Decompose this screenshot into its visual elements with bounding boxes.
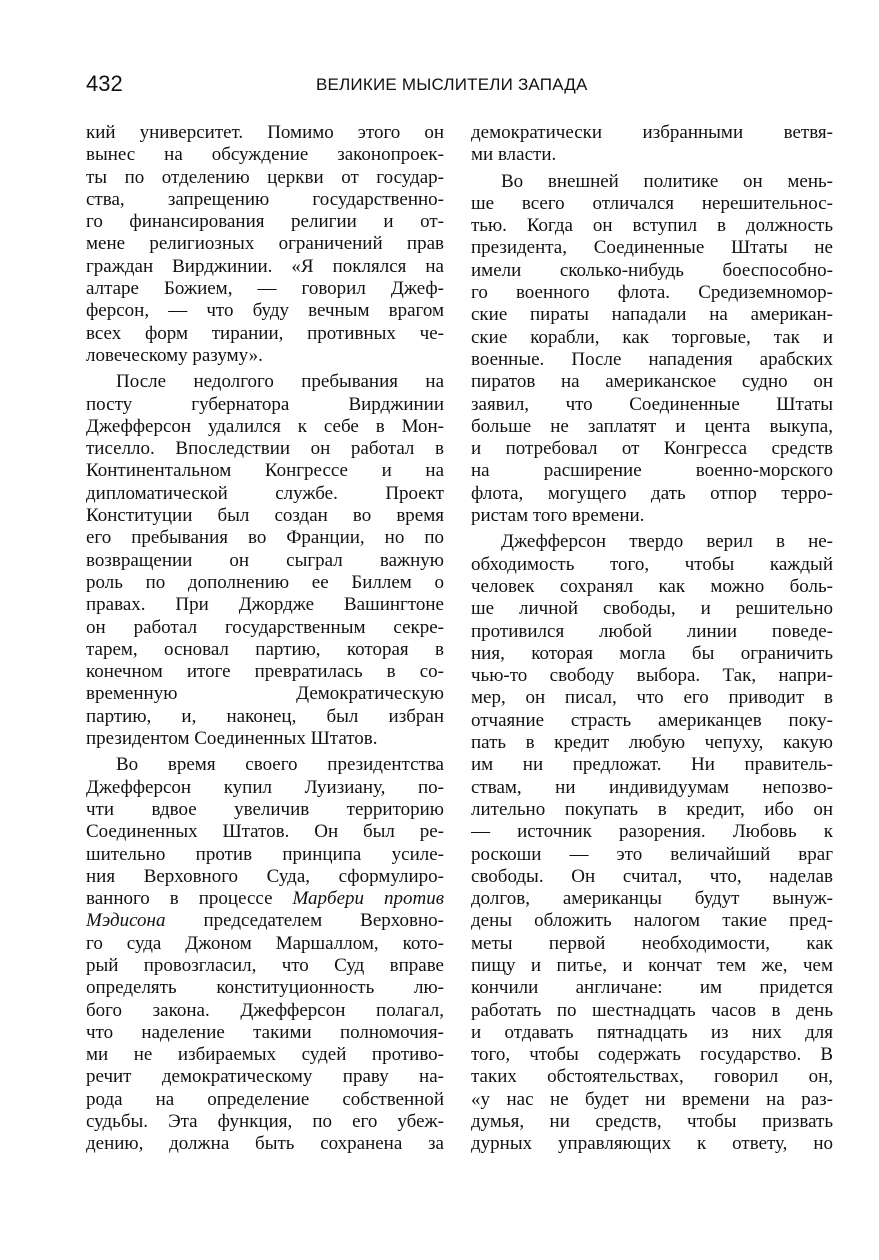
text-line: того, чтобы содержать государство. В: [471, 1044, 833, 1066]
text-line: Континентальном Конгрессе и на: [86, 460, 444, 482]
running-title: ВЕЛИКИЕ МЫСЛИТЕЛИ ЗАПАДА: [316, 75, 588, 94]
text-line: Во внешней политике он мень-: [501, 170, 833, 192]
text-line: судьбы. Эта функция, по его убеж-: [86, 1111, 444, 1133]
text-line: президента, Соединенные Штаты не: [471, 237, 833, 259]
text-line: демократически избранными ветвя-: [471, 122, 833, 143]
text-line: президентом Соединенных Штатов.: [86, 728, 378, 750]
text-line: ния Верховного Суда, сформулиро-: [86, 865, 444, 887]
text-line: ферсон, — что буду вечным врагом: [86, 300, 444, 322]
case-name-italic: Марбери против: [292, 888, 444, 910]
text-line: возвращении он сыграл важную: [86, 549, 444, 571]
text-line: меты первой необходимости, как: [471, 932, 833, 954]
text-line: пать в кредит любую чепуху, какую: [471, 732, 833, 754]
text-line: и отдавать пятнадцать из них для: [471, 1021, 833, 1043]
left-column: [86, 122, 444, 1156]
text-line: роскоши — это величайший враг: [471, 843, 833, 865]
text-line: обходимость того, чтобы каждый: [471, 553, 833, 575]
text-line: мер, он писал, что его приводит в: [471, 687, 833, 709]
text-line: его пребывания во Франции, но по: [86, 527, 444, 549]
text-line: временную Демократическую: [86, 683, 444, 705]
text-line: партию, и, наконец, был избран: [86, 705, 444, 727]
text-line: ские корабли, как торговые, так и: [471, 326, 833, 348]
right-column: [471, 122, 833, 1156]
text-line: конечном итоге превратилась в со-: [86, 661, 444, 683]
text-line: ше всего отличался нерешительнос-: [471, 192, 833, 214]
text-line: противился любой линии поведе-: [471, 620, 833, 642]
text-line: кий университет. Помимо этого он: [86, 122, 444, 143]
text-line: посту губернатора Вирджинии: [86, 393, 444, 415]
text-line: бого закона. Джефферсон полагал,: [86, 999, 444, 1021]
text-line: свободы. Он считал, что, наделав: [471, 865, 833, 887]
text-line: вынес на обсуждение законопроек-: [86, 144, 444, 166]
page-header: [86, 70, 831, 102]
text-line: чти вдвое увеличив территорию: [86, 798, 444, 820]
text-line: Мэдисона председателем Верховно-: [86, 910, 444, 932]
text-line: го военного флота. Средиземномор-: [471, 282, 833, 304]
text-line: тарем, основал партию, которая в: [86, 638, 444, 660]
text-line: дению, должна быть сохранена за: [86, 1133, 444, 1155]
paragraph: [86, 122, 444, 367]
text-line: «у нас не будет ни времени на раз-: [471, 1088, 833, 1110]
text-line: человек сохранял как можно боль-: [471, 575, 833, 597]
text-line: Джефферсон твердо верил в не-: [501, 531, 833, 553]
text-line: пиратов на американское судно он: [471, 371, 833, 393]
text-line: дены обложить налогом такие пред-: [471, 910, 833, 932]
text-line: ния, которая могла бы ограничить: [471, 642, 833, 664]
text-line: ства, запрещению государственно-: [86, 188, 444, 210]
text-line: го финансирования религии и от-: [86, 211, 444, 233]
text-line: Джефферсон удалился к себе в Мон-: [86, 415, 444, 437]
text-line: ствам, ни индивидуумам непозво-: [471, 776, 833, 798]
text-line: ские пираты нападали на американ-: [471, 304, 833, 326]
text-line: дурных управляющих к ответу, но: [471, 1133, 833, 1155]
text-line: определять конституционность лю-: [86, 977, 444, 999]
text-line: долгов, американцы будут вынуж-: [471, 888, 833, 910]
text-line: ванного в процессе Марбери против: [86, 888, 444, 910]
text-line: заявил, что Соединенные Штаты: [471, 393, 833, 415]
text-line: Соединенных Штатов. Он был ре-: [86, 821, 444, 843]
text-line: ми не избираемых судей противо-: [86, 1044, 444, 1066]
text-line: больше не заплатят и цента выкупа,: [471, 415, 833, 437]
text-line: правах. При Джордже Вашингтоне: [86, 594, 444, 616]
text-line: После недолгого пребывания на: [116, 371, 444, 393]
text-line: Джефферсон купил Луизиану, по-: [86, 776, 444, 798]
text-line: дипломатической службе. Проект: [86, 482, 444, 504]
text-line: ми власти.: [471, 144, 557, 166]
text-line: мене религиозных ограничений прав: [86, 233, 444, 255]
text-line: ты по отделению церкви от государ-: [86, 166, 444, 188]
text-line: алтаре Божием, — говорил Джеф-: [86, 278, 444, 300]
text-line: рый провозгласил, что Суд вправе: [86, 954, 444, 976]
case-name-italic: Мэдисона: [86, 910, 166, 932]
text-line: отчаяние страсть американцев поку-: [471, 709, 833, 731]
text-line: военные. После нападения арабских: [471, 348, 833, 370]
text-line: тиселло. Впоследствии он работал в: [86, 438, 444, 460]
text-line: всех форм тирании, противных че-: [86, 322, 444, 344]
text-line: думья, ни средств, чтобы призвать: [471, 1111, 833, 1133]
paragraph: [471, 531, 833, 1155]
text-line: лительно покупать в кредит, ибо он: [471, 798, 833, 820]
text-line: им ни предложат. Ни правитель-: [471, 754, 833, 776]
text-line: пищу и питье, и кончат тем же, чем: [471, 954, 833, 976]
text-line: ше личной свободы, и решительно: [471, 598, 833, 620]
text-line: тью. Когда он вступил в должность: [471, 215, 833, 237]
text-line: — источник разорения. Любовь к: [471, 821, 833, 843]
text-line: он работал государственным секре-: [86, 616, 444, 638]
text-line: го суда Джоном Маршаллом, кото-: [86, 932, 444, 954]
text-line: Конституции был создан во время: [86, 505, 444, 527]
text-line: роль по дополнению ее Биллем о: [86, 571, 444, 593]
text-line: речит демократическому праву на-: [86, 1066, 444, 1088]
paragraph: [471, 171, 833, 528]
paragraph: [471, 122, 833, 167]
text-line: работать по шестнадцать часов в день: [471, 999, 833, 1021]
text-line: что наделение такими полномочия-: [86, 1021, 444, 1043]
text-line: рода на определение собственной: [86, 1088, 444, 1110]
page-number: 432: [86, 71, 123, 96]
paragraph: [86, 754, 444, 1155]
text-line: шительно против принципа усиле-: [86, 843, 444, 865]
text-line: ристам того времени.: [471, 505, 645, 527]
text-line: и потребовал от Конгресса средств: [471, 438, 833, 460]
text-line: Во время своего президентства: [116, 754, 444, 776]
text-line: имели сколько-нибудь боеспособно-: [471, 259, 833, 281]
text-line: на расширение военно-морского: [471, 460, 833, 482]
text-line: граждан Вирджинии. «Я поклялся на: [86, 255, 444, 277]
paragraph: [86, 371, 444, 750]
text-line: чью-то свободу выбора. Так, напри-: [471, 665, 833, 687]
text-line: кончили англичане: им придется: [471, 977, 833, 999]
text-line: таких обстоятельствах, говорил он,: [471, 1066, 833, 1088]
text-line: флота, могущего дать отпор терро-: [471, 482, 833, 504]
text-line: ловеческому разуму».: [86, 344, 263, 366]
